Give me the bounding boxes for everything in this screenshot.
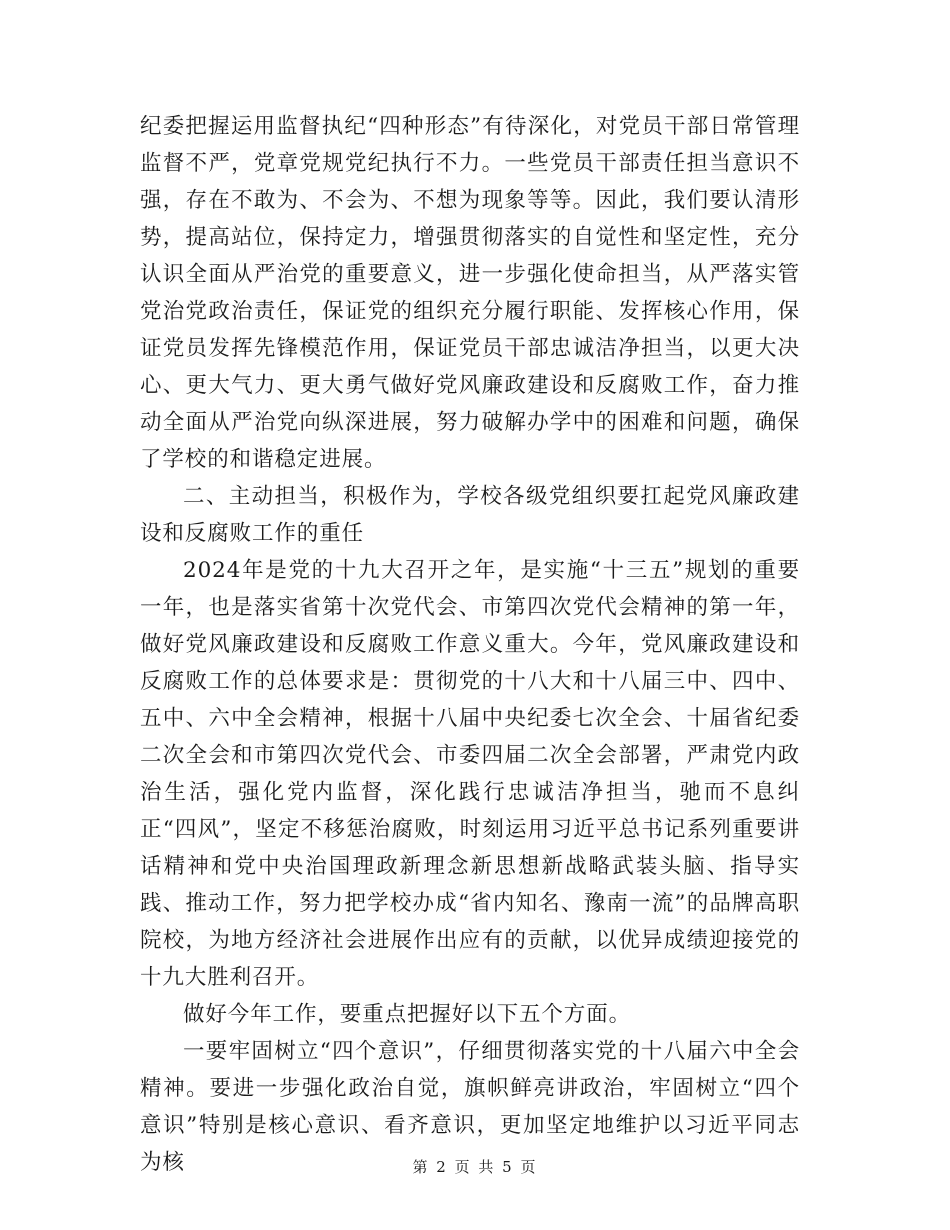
page-number-footer: 第 2 页 共 5 页 (412, 1158, 538, 1176)
section-heading-2: 二、主动担当，积极作为，学校各级党组织要扛起党风廉政建设和反腐败工作的重任 (140, 484, 800, 546)
paragraph-3: 2024年是党的十九大召开之年，是实施“十三五”规划的重要一年，也是落实省第十次党代会、市第四次党代会精神的第一年，做好党风廉政建设和反腐败工作意义重大。今年，党风廉政建设和反腐败工作的总体要求是：贯彻党的十八大和十八届三中、四中、五中、六中全会精神，根据十八届中央纪委七次全会、十届省纪委二次全会和市第四次党代会、市委四届二次全会部署，严肃党内政治生活，强化党内监督，深化践行忠诚洁净担当，驰而不息纠正“四风”，坚定不移惩治腐败，时刻运用习近平总书记系列重要讲话精神和党中央治国理政新理念新思想新战略武装头脑、指导实践、推动工作，努力把学校办成“省内知名、豫南一流”的品牌高职院校，为地方经济社会进展作出应有的贡献，以优异成绩迎接党的十九大胜利召开。 (140, 558, 800, 990)
paragraph-1: 纪委把握运用监督执纪“四种形态”有待深化，对党员干部日常管理监督不严，党章党规党纪执行不力。一些党员干部责任担当意识不强，存在不敢为、不会为、不想为现象等等。因此，我们要认清形势，提高站位，保持定力，增强贯彻落实的自觉性和坚定性，充分认识全面从严治党的重要意义，进一步强化使命担当，从严落实管党治党政治责任，保证党的组织充分履行职能、发挥核心作用，保证党员发挥先锋模范作用，保证党员干部忠诚洁净担当，以更大决心、更大气力、更大勇气做好党风廉政建设和反腐败工作，奋力推动全面从严治党向纵深进展，努力破解办学中的困难和问题，确保了学校的和谐稳定进展。 (140, 114, 800, 472)
document-body (140, 108, 800, 1181)
paragraph-5: 一要牢固树立“四个意识”，仔细贯彻落实党的十八届六中全会精神。要进一步强化政治自觉，旗帜鲜亮讲政治，牢固树立“四个意识”特别是核心意识、看齐意识，更加坚定地维护以习近平同志为核 (140, 1039, 800, 1175)
paragraph-4: 做好今年工作，要重点把握好以下五个方面。 (183, 1002, 632, 1027)
